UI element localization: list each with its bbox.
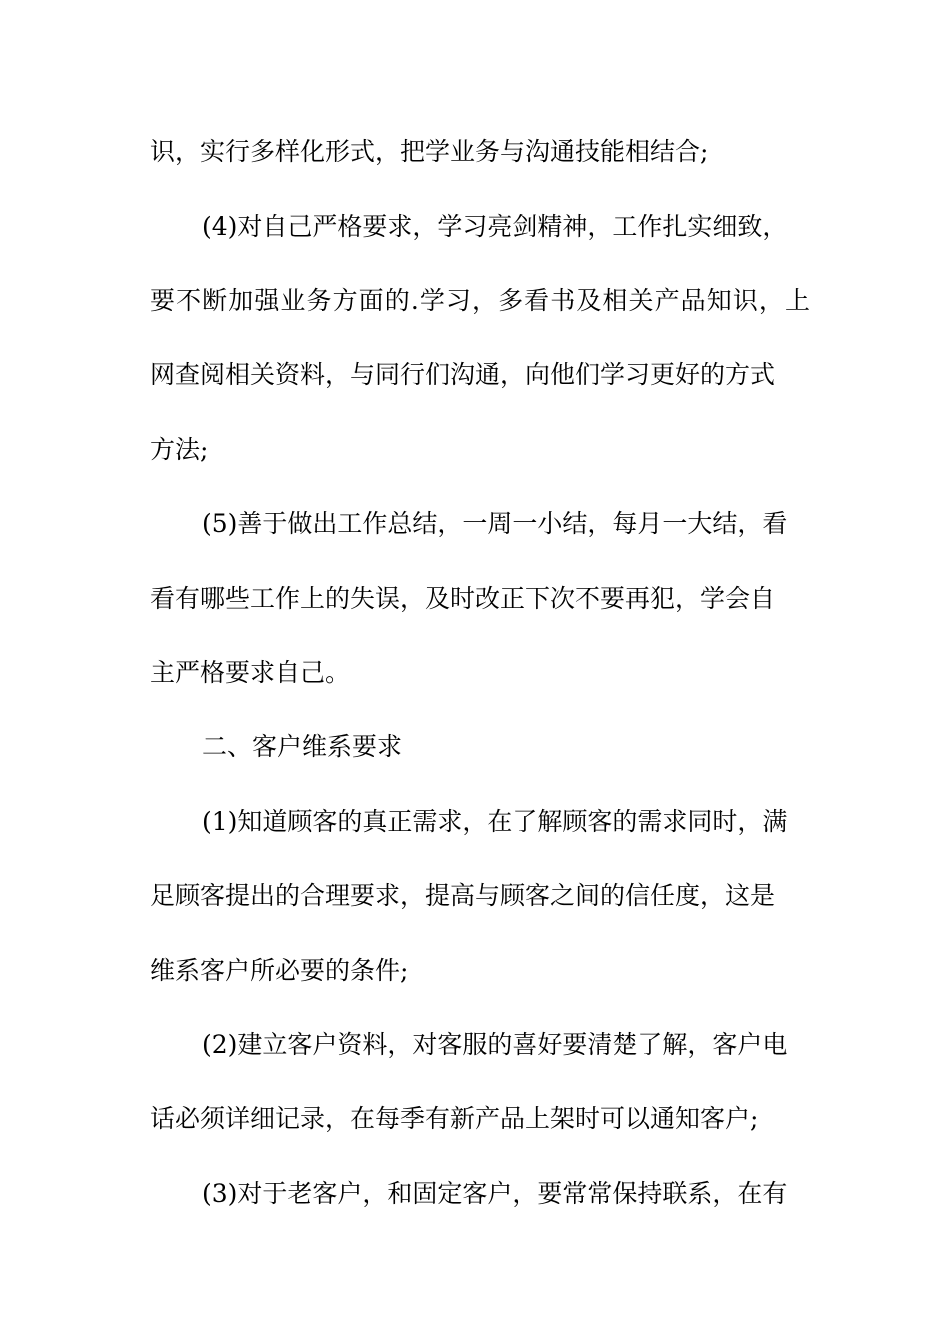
paragraph-line: 要不断加强业务方面的.学习，多看书及相关产品知识，上 xyxy=(150,286,810,315)
paragraph-line: (5)善于做出工作总结，一周一小结，每月一大结，看 xyxy=(202,509,788,538)
paragraph-line: 话必须详细记录，在每季有新产品上架时可以通知客户; xyxy=(150,1104,759,1133)
paragraph-line: 方法; xyxy=(150,435,209,464)
paragraph-line: 主严格要求自己。 xyxy=(150,658,351,687)
paragraph-line: (4)对自己严格要求，学习亮剑精神，工作扎实细致， xyxy=(202,212,788,241)
paragraph-line: 网查阅相关资料，与同行们沟通，向他们学习更好的方式 xyxy=(150,360,776,389)
paragraph-line: 足顾客提出的合理要求，提高与顾客之间的信任度，这是 xyxy=(150,881,776,910)
paragraph-line: 看有哪些工作上的失误，及时改正下次不要再犯，学会自 xyxy=(150,584,776,613)
section-heading: 二、客户维系要求 xyxy=(202,732,403,761)
paragraph-line: 识，实行多样化形式，把学业务与沟通技能相结合; xyxy=(150,137,709,166)
paragraph-line: 维系客户所必要的条件; xyxy=(150,956,409,985)
paragraph-line: (2)建立客户资料，对客服的喜好要清楚了解，客户电 xyxy=(202,1030,788,1059)
paragraph-line: (1)知道顾客的真正需求，在了解顾客的需求同时，满 xyxy=(202,807,788,836)
paragraph-line: (3)对于老客户，和固定客户，要常常保持联系，在有 xyxy=(202,1179,788,1208)
